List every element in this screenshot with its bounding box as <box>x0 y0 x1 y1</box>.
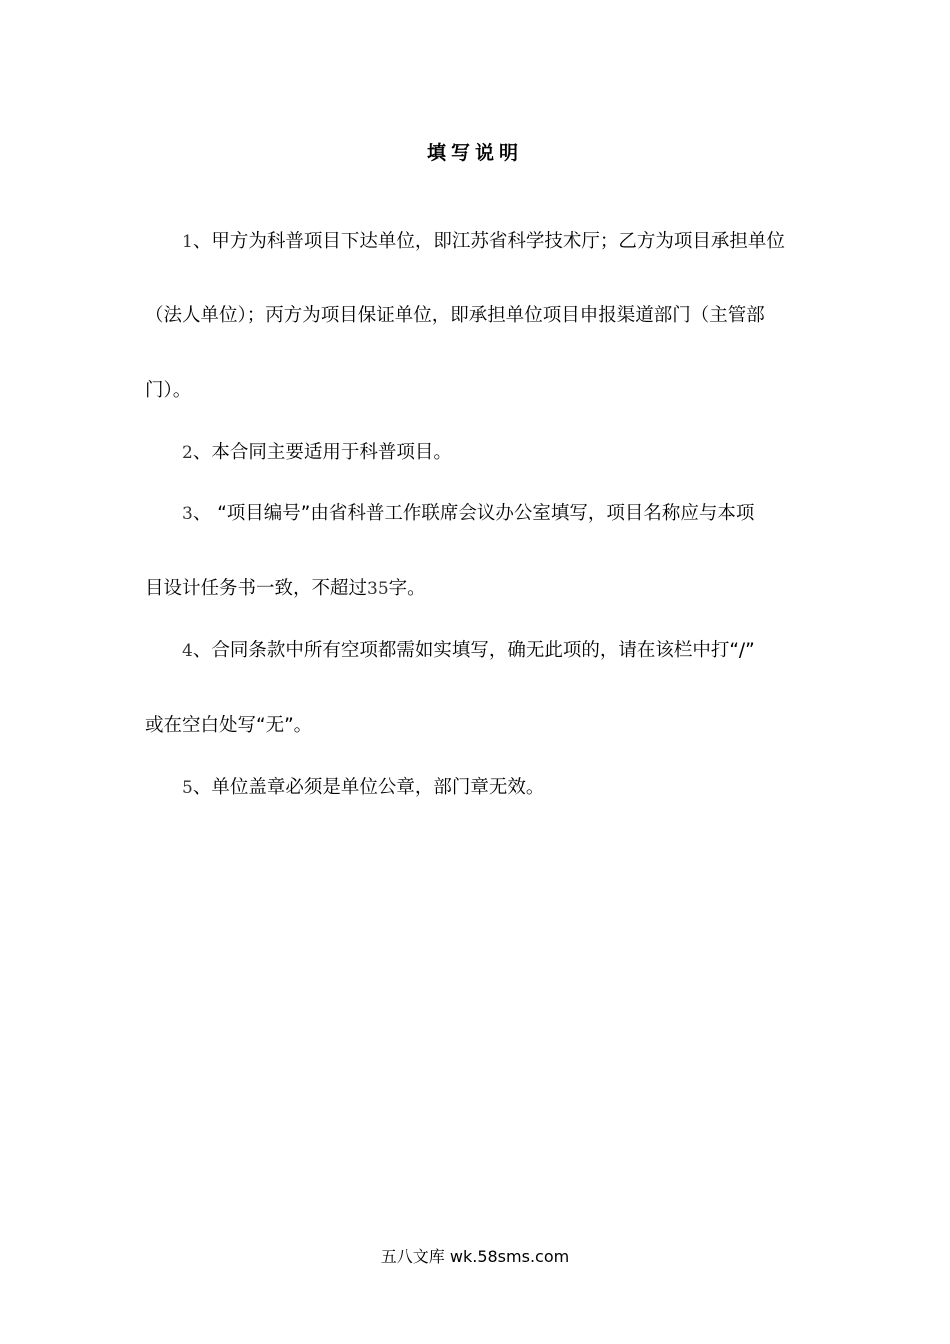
item-5-line-1 <box>182 773 847 799</box>
item-5-number: 5 <box>182 778 193 798</box>
item-1-line-1 <box>182 227 847 253</box>
item-2-text-1: 、本合同主要适用于科普项目。 <box>192 442 452 463</box>
item-1-number: 1 <box>182 232 193 252</box>
item-4-line-2: 或在空白处写“无”。 <box>145 715 313 736</box>
item-3-number: 3 <box>182 504 193 524</box>
item-3-text-2: 目设计任务书一致，不超过 <box>145 578 368 599</box>
footer-watermark: 五八文库 wk.58sms.com <box>380 1247 570 1266</box>
item-4-text-1: 、合同条款中所有空项都需如实填写，确无此项的，请在该栏中打“/” <box>192 640 755 661</box>
item-3-text-1: 、 “项目编号”由省科普工作联席会议办公室填写，项目名称应与本项 <box>192 503 755 524</box>
item-1-line-3: 门）。 <box>145 380 192 401</box>
item-2-line-1 <box>182 438 847 464</box>
item-1-text-1: 、甲方为科普项目下达单位，即江苏省科学技术厅；乙方为项目承担单位 <box>192 231 785 252</box>
item-3-line-1 <box>182 499 847 525</box>
item-3-line-2 <box>145 574 810 600</box>
item-3-inline-number: 35 <box>367 579 389 599</box>
item-1-line-2: （法人单位）；丙方为项目保证单位，即承担单位项目申报渠道部门（主管部 <box>145 305 765 326</box>
item-5-text-1: 、单位盖章必须是单位公章，部门章无效。 <box>192 777 545 798</box>
item-2-number: 2 <box>182 443 193 463</box>
item-4-number: 4 <box>182 641 193 661</box>
item-3-text-3: 字。 <box>388 578 426 599</box>
page-title: 填写说明 <box>426 142 523 164</box>
item-4-line-1 <box>182 636 847 662</box>
